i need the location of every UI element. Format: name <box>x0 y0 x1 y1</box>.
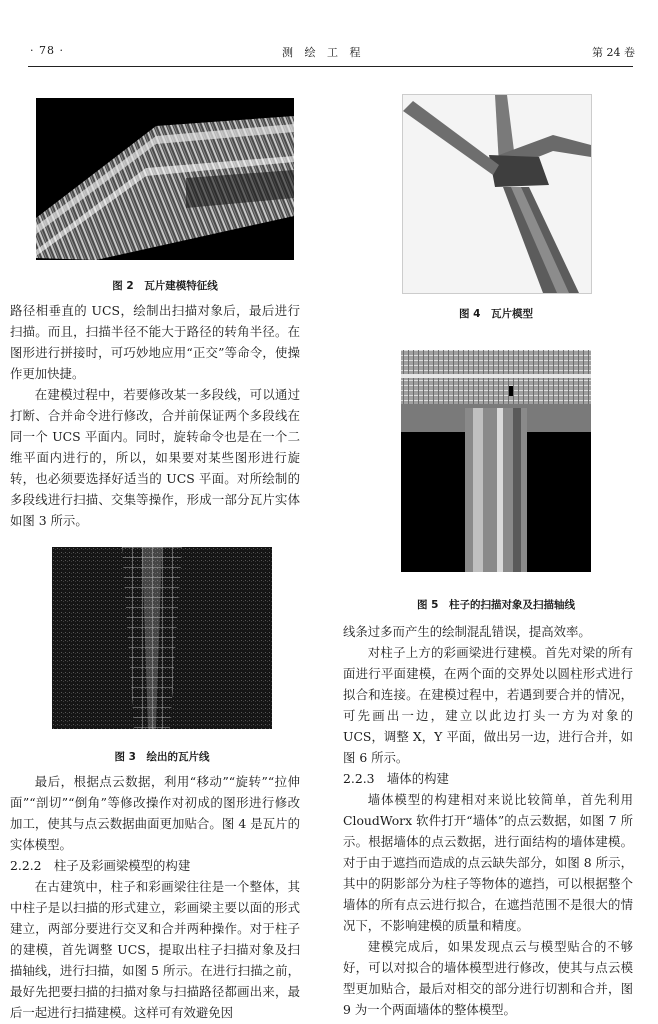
left-column-top <box>10 300 300 531</box>
journal-title: 测 绘 工 程 <box>282 46 365 59</box>
volume-label: 第 24 卷 <box>592 46 635 59</box>
figure-4-image <box>402 94 592 294</box>
left-paragraph-2: 在建模过程中，若要修改某一多段线，可以通过打断、合并命令进行修改，合并前保证两个多段线在同一个 UCS 平面内。同时，旋转命令也是在一个二维平面内进行的，所以，如果要对某些图形进行旋转，也必须要选择好适当的 UCS 平面。对所绘制的多段线进行扫描、交集等操作，形成一部分瓦片实体如图 3 所示。 <box>10 387 300 528</box>
header-rule <box>28 66 633 67</box>
figure-2-image <box>36 98 294 260</box>
section-2-2-2-heading: 2.2.2 柱子及彩画梁模型的构建 <box>10 858 191 873</box>
figure-5-image <box>401 350 591 572</box>
figure-2-caption: 图 2 瓦片建模特征线 <box>112 280 218 292</box>
left-paragraph-4: 在古建筑中，柱子和彩画梁往往是一个整体，其中柱子是以扫描的形式建立，彩画梁主要以面的形式建立，两部分要进行交叉和合并两种操作。对于柱子的建模，首先调整 UCS，提取出柱子扫描对象及扫描轴线，进行扫描，如图 5 所示。在进行扫描之前，最好先把要扫描的扫描对象与扫描路径都画出来，最后一起进行扫描建模。这样可有效避免因 <box>10 879 300 1020</box>
figure-5-caption: 图 5 柱子的扫描对象及扫描轴线 <box>417 599 575 611</box>
right-paragraph-4: 建模完成后，如果发现点云与模型贴合的不够好，可以对拟合的墙体模型进行修改，使其与点云模型更加贴合，最后对相交的部分进行切割和合并，图 9 为一个两面墙体的整体模型。 <box>343 939 633 1017</box>
figure-4-caption: 图 4 瓦片模型 <box>459 308 533 320</box>
right-paragraph-2: 对柱子上方的彩画梁进行建模。首先对梁的所有面进行平面建模，在两个面的交界处以圆柱形式进行拟合和连接。在建模过程中，若遇到要合并的情况，可先画出一边，建立以此边打头一方为对象的 UCS，调整 X，Y 平面，做出另一边，进行合并，如图 6 所示。 <box>343 645 633 765</box>
left-paragraph-1: 路径相垂直的 UCS，绘制出扫描对象后，最后进行扫描。而且，扫描半径不能大于路径的转角半径。在图形进行拼接时，可巧妙地应用“正交”等命令，使操作更加快捷。 <box>10 303 300 381</box>
figure-3-image <box>52 547 272 729</box>
left-paragraph-3: 最后，根据点云数据，利用“移动”“旋转”“拉伸面”“剖切”“倒角”等修改操作对初成的图形进行修改加工，使其与点云数据曲面更加贴合。图 4 是瓦片的实体模型。 <box>10 774 300 852</box>
right-column <box>343 621 633 1020</box>
figure-3-caption: 图 3 绘出的瓦片线 <box>114 751 210 763</box>
section-2-2-3-heading: 2.2.3 墙体的构建 <box>343 771 449 786</box>
right-paragraph-3: 墙体模型的构建相对来说比较简单，首先利用 CloudWorx 软件打开“墙体”的点云数据，如图 7 所示。根据墙体的点云数据，进行面结构的墙体建模。对于由于遮挡而造成的点云缺失部分，如图 8 所示，其中的阴影部分为柱子等物体的遮挡，可以根据整个墙体的所有点云进行拟合，在遮挡范围不是很大的情况下，不影响建模的质量和精度。 <box>343 792 633 933</box>
page-number: · 78 · <box>30 44 64 57</box>
right-paragraph-1: 线条过多而产生的绘制混乱错误，提高效率。 <box>343 624 591 639</box>
left-column-bottom <box>10 771 300 1023</box>
